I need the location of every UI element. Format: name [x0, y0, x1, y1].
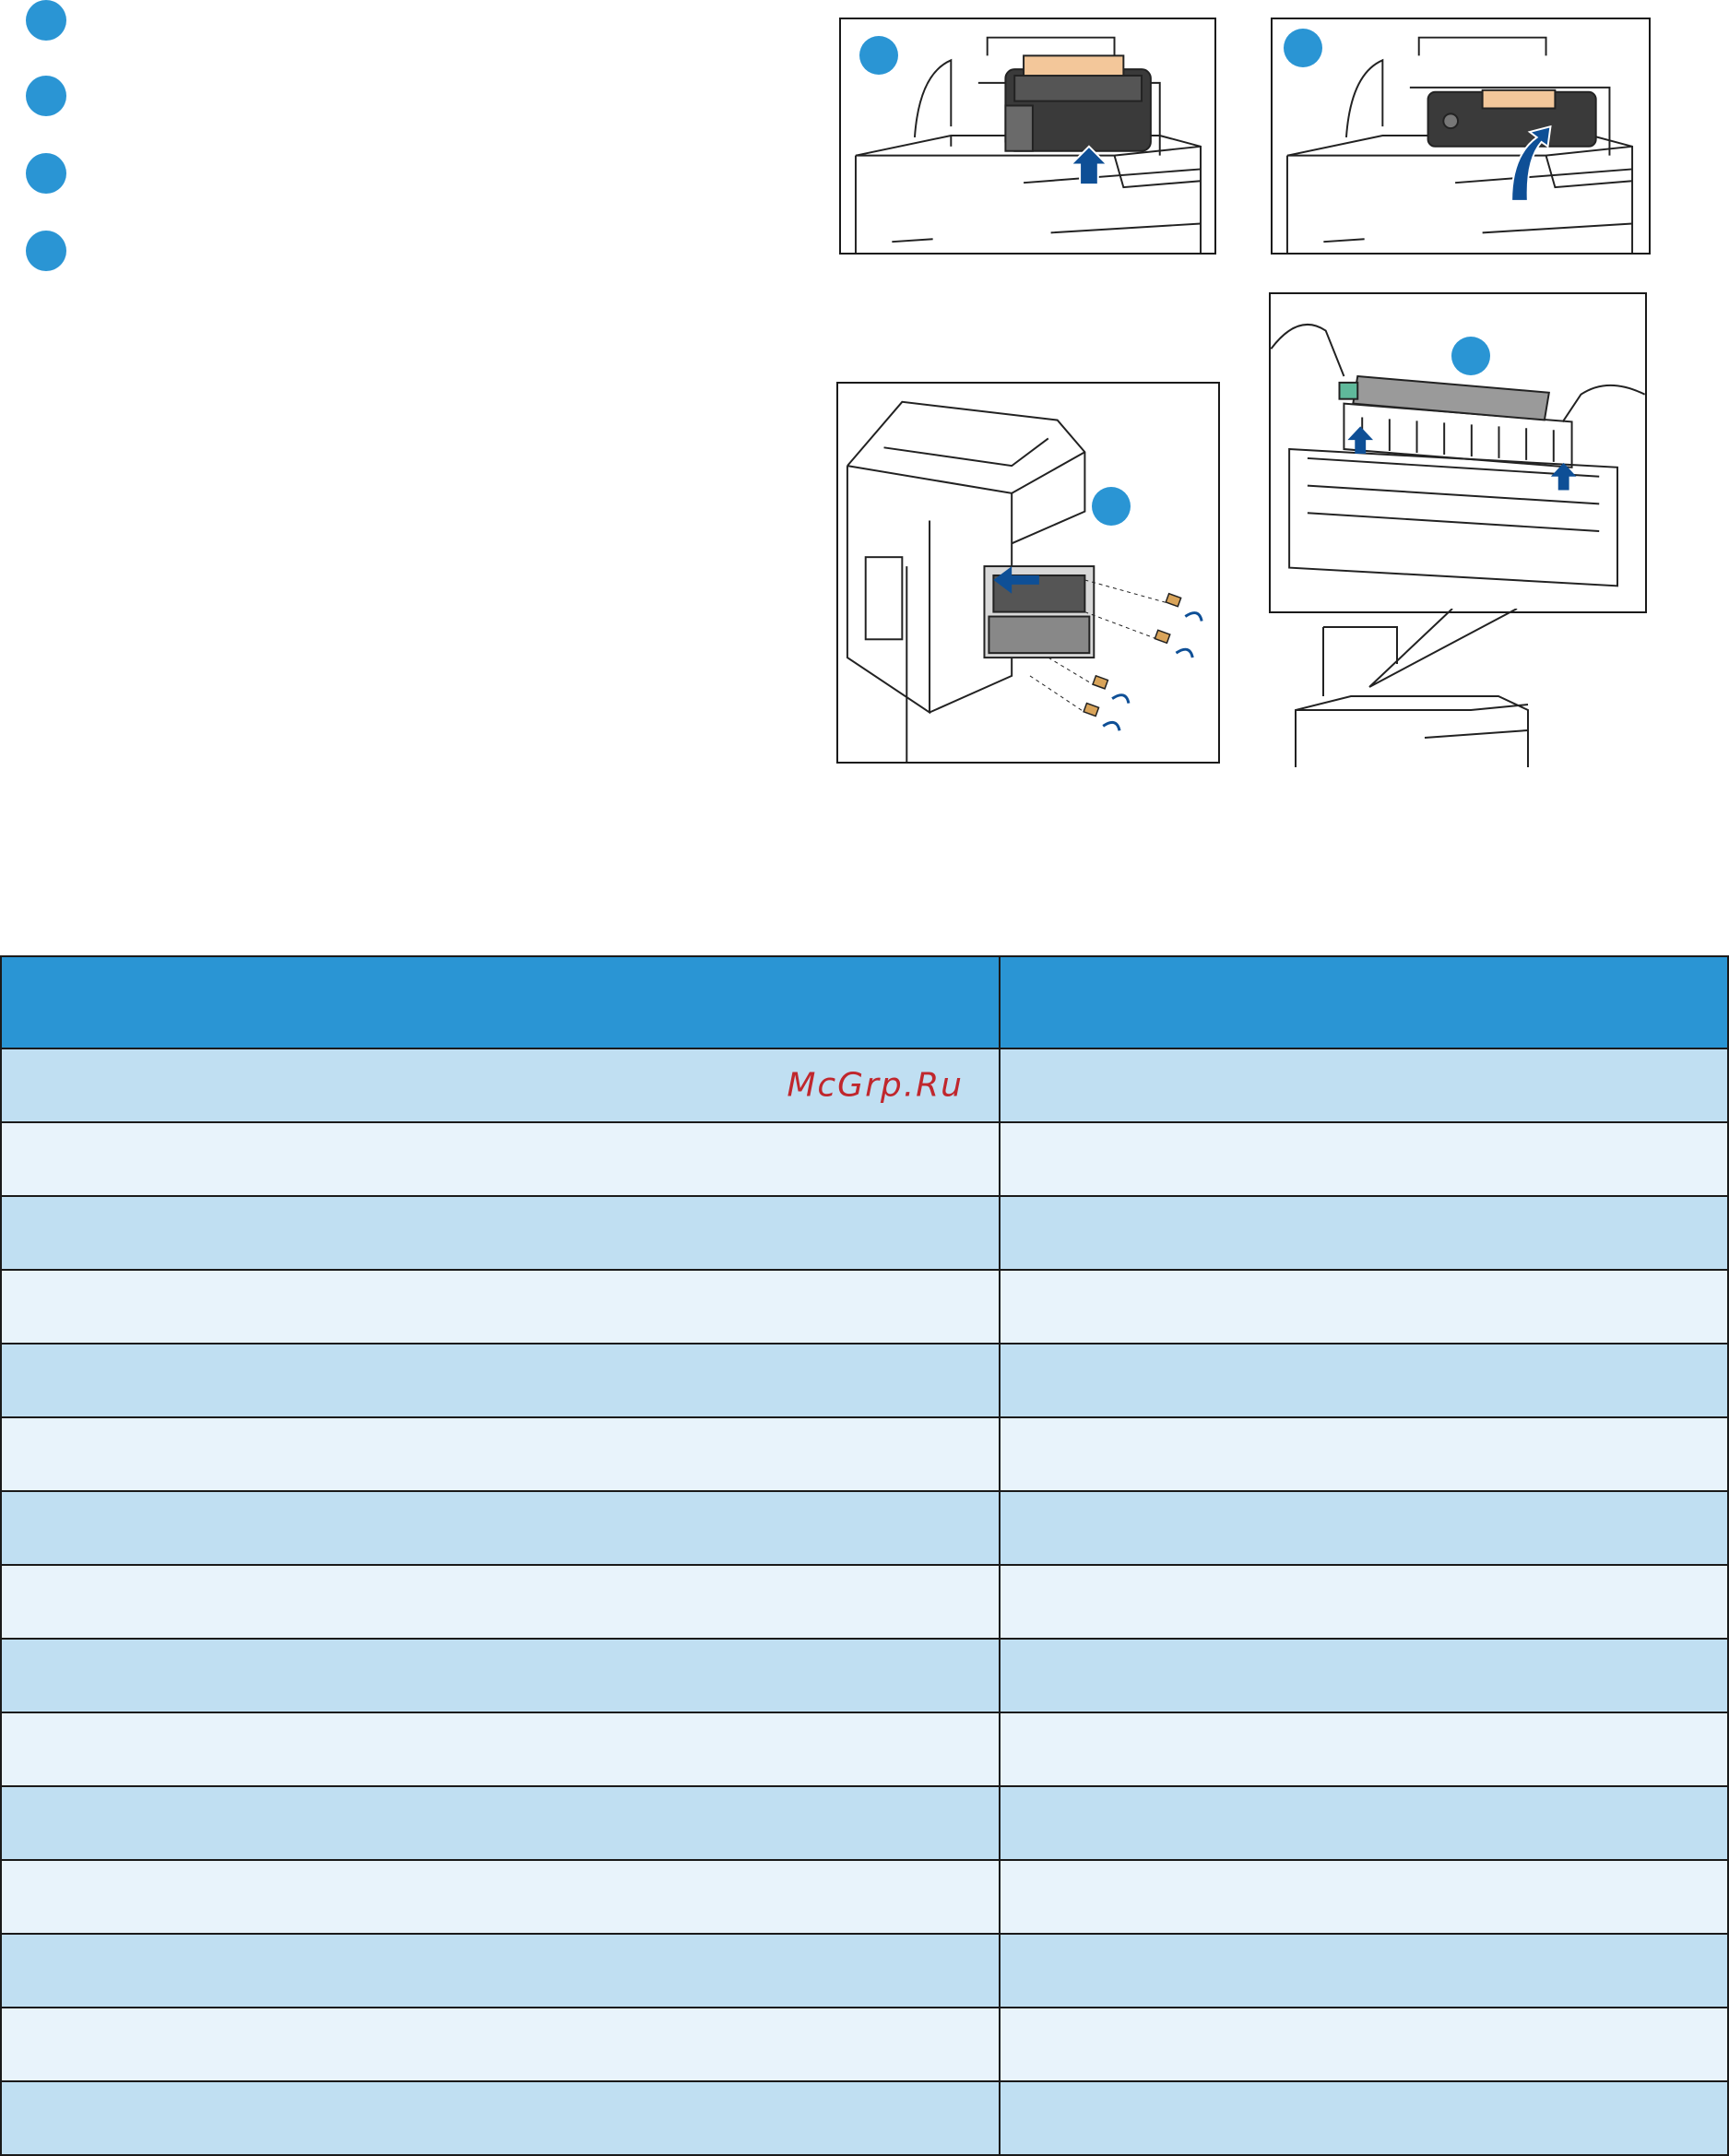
figure-step-badge — [1451, 337, 1490, 375]
step-marker-1 — [26, 0, 66, 41]
table-cell — [1000, 1270, 1728, 1344]
table-cell — [1000, 1639, 1728, 1712]
table-cell — [1, 2081, 1000, 2155]
table-cell — [1, 1860, 1000, 1934]
table-cell — [1000, 1417, 1728, 1491]
table-row — [1, 1417, 1728, 1491]
watermark: McGrp.Ru — [787, 1066, 964, 1105]
table-cell — [1000, 1860, 1728, 1934]
figure-roller-removal — [1269, 292, 1647, 613]
table-cell — [1, 1491, 1000, 1565]
printer-context-illustration — [1286, 609, 1535, 767]
table-cell — [1, 1417, 1000, 1491]
table-row — [1, 1491, 1728, 1565]
figure-step-badge — [1092, 487, 1131, 526]
table-cell — [1000, 1565, 1728, 1639]
table-header-cell — [1, 956, 1000, 1048]
table-cell — [1000, 1491, 1728, 1565]
table-row — [1, 2081, 1728, 2155]
table-cell — [1, 1048, 1000, 1122]
table-row — [1, 1048, 1728, 1122]
table-cell — [1000, 1122, 1728, 1196]
table-row — [1, 1639, 1728, 1712]
table-cell — [1000, 1712, 1728, 1786]
table-row — [1, 1565, 1728, 1639]
table-row — [1, 1712, 1728, 1786]
step-marker-3 — [26, 153, 66, 194]
step-marker-2 — [26, 76, 66, 116]
figure-fuser-removal — [836, 382, 1220, 764]
table-cell — [1000, 2081, 1728, 2155]
table-cell — [1, 2008, 1000, 2081]
drum-removal-illustration — [1273, 19, 1649, 253]
figure-step-badge — [859, 36, 898, 75]
table-row — [1, 1196, 1728, 1270]
table-cell — [1, 1712, 1000, 1786]
table-cell — [1, 1344, 1000, 1417]
table-row — [1, 1860, 1728, 1934]
table-cell — [1000, 2008, 1728, 2081]
table-row — [1, 1934, 1728, 2008]
figure-step-badge — [1284, 29, 1322, 67]
table-row — [1, 1786, 1728, 1860]
table-cell — [1000, 1786, 1728, 1860]
table-cell — [1, 1196, 1000, 1270]
table-row — [1, 1122, 1728, 1196]
table-cell — [1000, 1344, 1728, 1417]
table-row — [1, 1344, 1728, 1417]
table-cell — [1, 1565, 1000, 1639]
table-header-cell — [1000, 956, 1728, 1048]
table-cell — [1000, 1934, 1728, 2008]
fuser-removal-illustration — [838, 384, 1218, 762]
step-marker-4 — [26, 231, 66, 271]
table-header-row — [1, 956, 1728, 1048]
table-cell — [1, 1122, 1000, 1196]
table-cell — [1, 1786, 1000, 1860]
rotate-arrow-icon — [1103, 613, 1202, 731]
table-cell — [1, 1270, 1000, 1344]
table-cell — [1000, 1048, 1728, 1122]
spec-table — [0, 955, 1729, 2156]
table-cell — [1000, 1196, 1728, 1270]
printer-open-illustration — [1286, 609, 1535, 767]
table-row — [1, 1270, 1728, 1344]
table-cell — [1, 1639, 1000, 1712]
table-row — [1, 2008, 1728, 2081]
figure-drum-removal — [1271, 18, 1651, 255]
figure-toner-removal — [839, 18, 1216, 255]
table-cell — [1, 1934, 1000, 2008]
